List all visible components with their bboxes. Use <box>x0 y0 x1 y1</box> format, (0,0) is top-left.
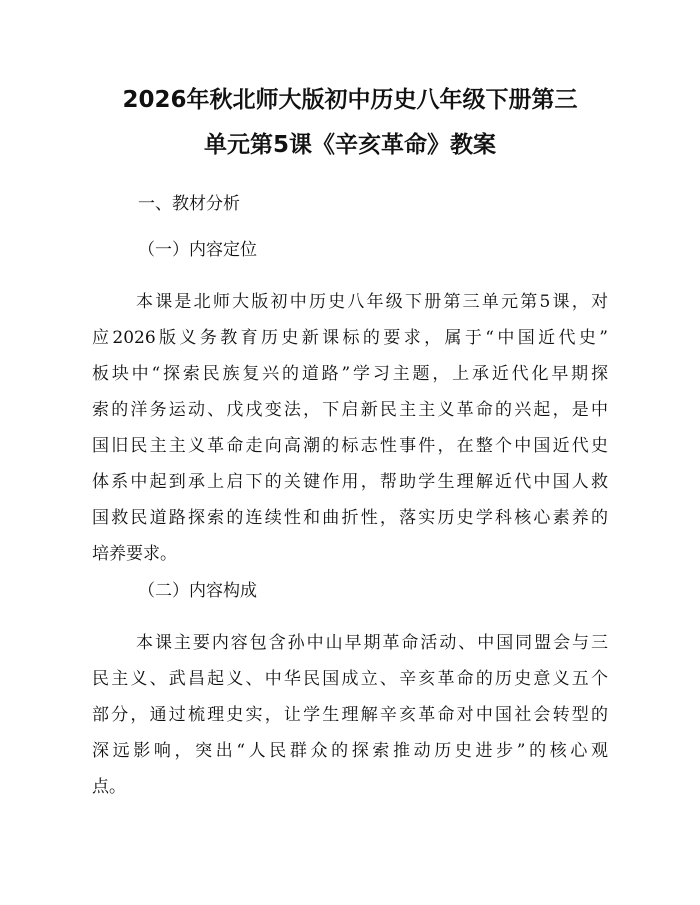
paragraph-content-positioning <box>92 284 608 572</box>
paragraph-line: 深远影响，突出“人民群众的探索推动历史进步”的核心观 <box>92 741 608 761</box>
section-heading-teaching-material-analysis: 一、教材分析 <box>138 194 240 214</box>
paragraph-line: 民主义、武昌起义、中华民国成立、辛亥革命的历史意义五个 <box>92 669 608 689</box>
paragraph-line: 培养要求。 <box>92 544 177 564</box>
subsection-heading-content-positioning: （一）内容定位 <box>138 240 257 260</box>
document-title-line-2: 单元第5课《辛亥革命》教案 <box>203 132 496 158</box>
paragraph-line: 板块中“探索民族复兴的道路”学习主题，上承近代化早期探 <box>92 364 608 384</box>
paragraph-line: 国救民道路探索的连续性和曲折性，落实历史学科核心素养的 <box>92 508 608 528</box>
paragraph-line: 部分，通过梳理史实，让学生理解辛亥革命对中国社会转型的 <box>92 705 608 725</box>
paragraph-line: 索的洋务运动、戊戌变法，下启新民主主义革命的兴起，是中 <box>92 400 608 420</box>
document-title-line-1: 2026年秋北师大版初中历史八年级下册第三 <box>122 87 578 113</box>
subsection-heading-content-composition: （二）内容构成 <box>138 581 257 601</box>
paragraph-line: 本课主要内容包含孙中山早期革命活动、中国同盟会与三 <box>136 633 608 653</box>
paragraph-line: 应2026版义务教育历史新课标的要求，属于“中国近代史” <box>92 328 608 348</box>
paragraph-content-composition <box>92 625 608 805</box>
paragraph-line: 本课是北师大版初中历史八年级下册第三单元第5课，对 <box>136 292 608 312</box>
paragraph-line: 点。 <box>92 777 126 797</box>
paragraph-line: 国旧民主主义革命走向高潮的标志性事件，在整个中国近代史 <box>92 436 608 456</box>
paragraph-line: 体系中起到承上启下的关键作用，帮助学生理解近代中国人救 <box>92 472 608 492</box>
